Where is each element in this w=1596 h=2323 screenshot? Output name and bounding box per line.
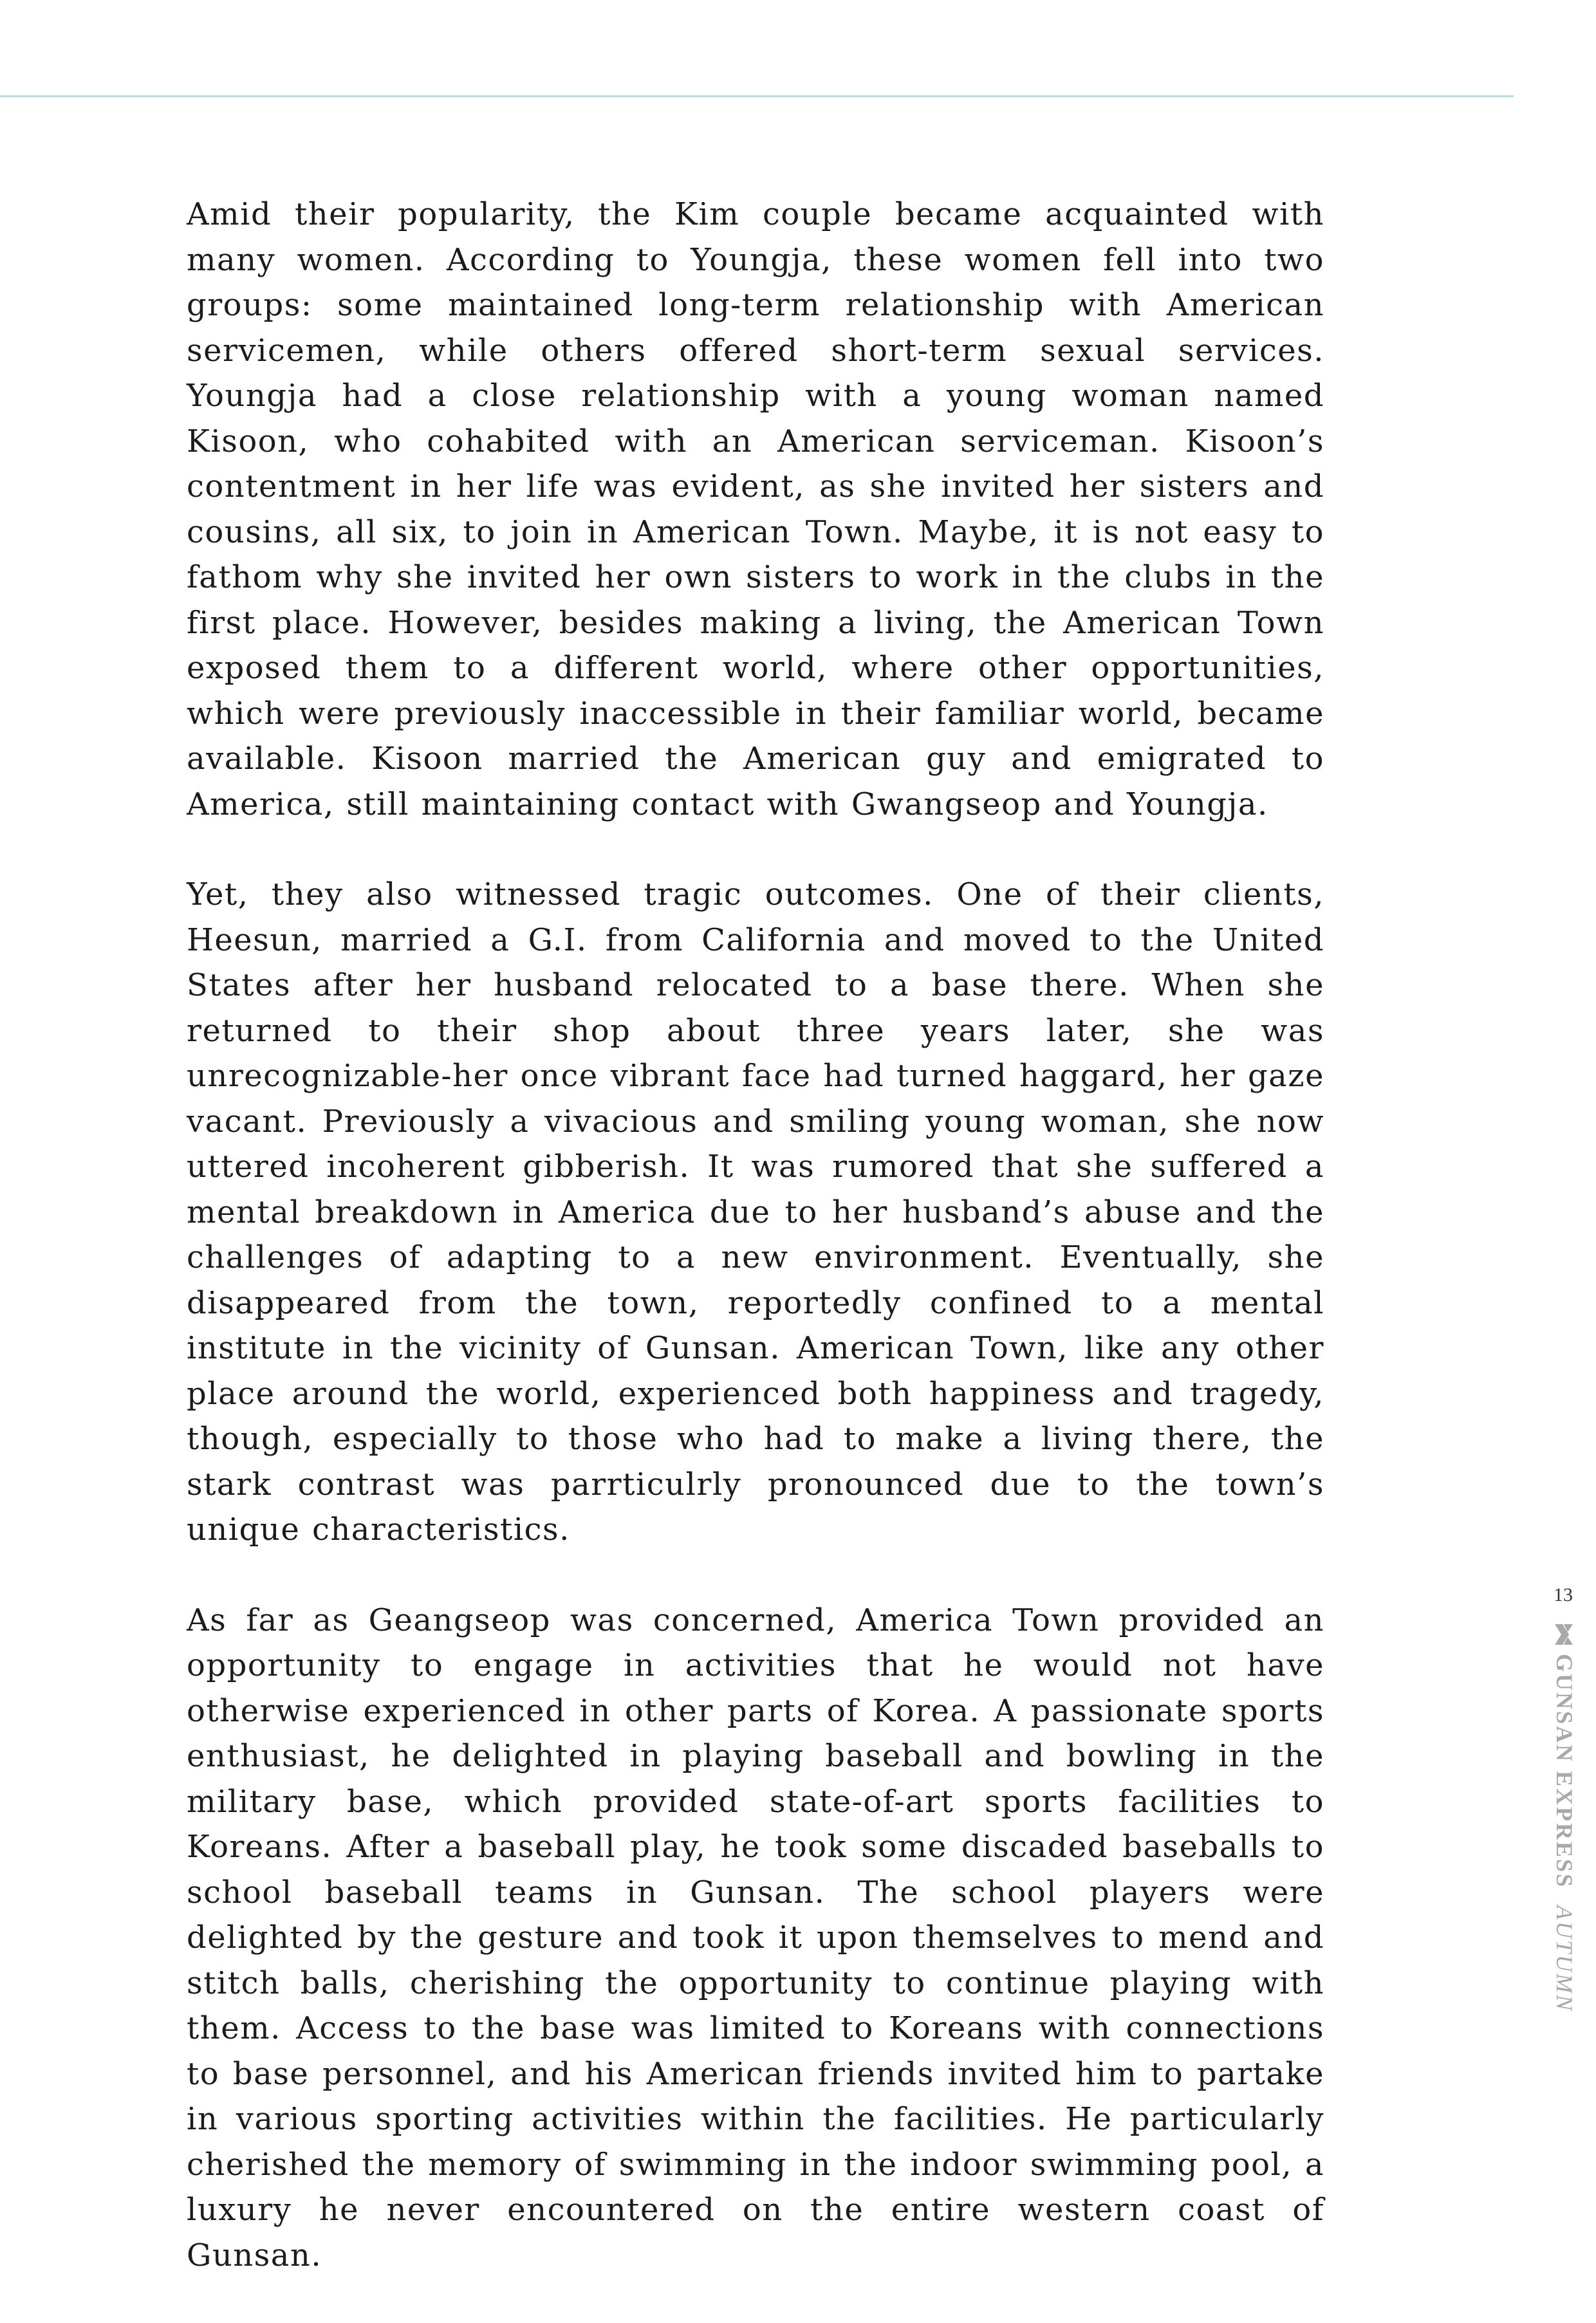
header-rule xyxy=(0,95,1514,97)
article-body xyxy=(187,192,1324,2323)
magazine-title xyxy=(1552,1654,1578,2013)
paragraph: As far as Geangseop was concerned, America Town provided an opportunity to engage in activities that he would not have otherwise experienced in other parts of Korea. A passionate sports enthusiast, he delighted in playing baseball and bowling in the military base, which provided state-of-art sports facilities to Koreans. After a baseball play, he took some discaded baseballs to school baseball teams in Gunsan. The school players were delighted by the gesture and took it upon themselves to mend and stitch balls, cherishing the opportunity to continue playing with them. Access to the base was limited to Koreans with connections to base personnel, and his American friends invited him to partake in various sporting activities within the facilities. He particularly cherished the memory of swimming in the indoor swimming pool, a luxury he never encountered on the entire western coast of Gunsan. xyxy=(187,1602,1324,2273)
paragraph: Yet, they also witnessed tragic outcomes. One of their clients, Heesun, married a G.I. from California and moved to the United States after her husband relocated to a base there. When she returned to their shop about three years later, she was unrecognizable-her once vibrant face had turned haggard, her gaze vacant. Previously a vivacious and smiling young woman, she now uttered incoherent gibberish. It was rumored that she suffered a mental breakdown in America due to her husband’s abuse and the challenges of adapting to a new environment. Eventually, she disappeared from the town, reportedly confined to a mental institute in the vicinity of Gunsan. American Town, like any other place around the world, experienced both happiness and tragedy, though, especially to those who had to make a living there, the stark contrast was parrticulrly pronounced due to the town’s unique characteristics. xyxy=(187,876,1324,1548)
magazine-brand: GUNSAN EXPRESS xyxy=(1552,1654,1577,1889)
page-number: 13 xyxy=(1554,1584,1573,1606)
gunsan-express-logo-icon xyxy=(1551,1622,1577,1647)
magazine-season: AUTUMN xyxy=(1552,1905,1577,2013)
paragraph: Amid their popularity, the Kim couple became acquainted with many women. According to Youngja, these women fell into two groups: some maintained long-term relationship with American servicemen, while others offered short-term sexual services. Youngja had a close relationship with a young woman named Kisoon, who cohabited with an American serviceman. Kisoon’s contentment in her life was evident, as she invited her sisters and cousins, all six, to join in American Town. Maybe, it is not easy to fathom why she invited her own sisters to work in the clubs in the first place. However, besides making a living, the American Town exposed them to a different world, where other opportunities, which were previously inaccessible in their familiar world, became available. Kisoon married the American guy and emigrated to America, still maintaining contact with Gwangseop and Youngja. xyxy=(187,196,1324,822)
